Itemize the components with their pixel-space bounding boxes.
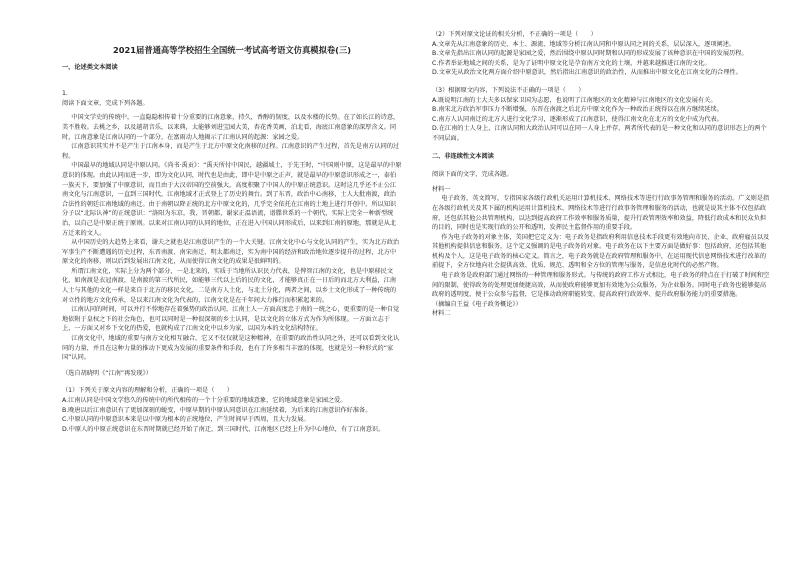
right-column bbox=[432, 30, 772, 319]
question-1: （1）下列关于原文内容的理解和分析，正确的一项是（ ） bbox=[62, 387, 233, 395]
material-paragraph-1: 电子政务，英文简写，专指国家各级行政机关运用计算机技术、网络技术等进行行政事务管理和服务的活动。广义则是指在各级行政机关及其下属的机构运用计算机技术、网络技术等进行行政事务管理和服务的活动，也就是说其主体不仅包括政府，还包括其他公共管理机构，以达到提高政府工作效率和服务质量，提升行政管理效率和效益，降低行政成本和民众负担的目的，同时也是实现行政的公开和透明，发挥民主监督作用的重要手段。 bbox=[432, 195, 770, 232]
material-paragraph-2: 作为电子政务的对象主体，美国把它定义为：电子政务是指政府利用信息技术手段更有效地向市民、企业、政府雇员以及其他机构提供信息和服务，这个定义强调的是电子政务的对象。电子政务在以下主要方面是做好事：包括政府，还包括其他机构及个人，这是电子政务的核心定义。简言之，电子政务就是在政府管理和服务中，在运用现代信息网络技术进行改革的前提下，全方位地向社会提供高效、优质、规范、透明和全方位的管理与服务，是信息化时代的必然产物。 bbox=[432, 233, 770, 270]
article-paragraph-7: 江南文化中，地域的重要与南方文化相互融合，它又不仅仅就是这种精神，在重要的政治性认同之外，还可以看到文化认同的力量，并且在这种力量的推动下更成为发展的重要条件和手段，也有了许多相当丰富的体现，也就是另一种形式的“家国”认同。 bbox=[62, 335, 400, 362]
article-source: （选自胡晓明《“江南”再发现》） bbox=[62, 369, 152, 377]
article-paragraph-4: 从中国历史的大趋势上来看，谢夫之就也是江南意识产生的一个大关键。江南文化中心与文化认同的产生，实为北方政治军事生产不断遭遇的历史过程，东晋南渡、南宋南迁、明太都南迁，实为南中国的经济和政治地位逐步提升的过程，北方中原文化的南移，则以后到发展出江南文化，从而使得江南文化的成果是很鲜明的。 bbox=[62, 239, 400, 266]
option-c: C.中原认同的中原意识本来是以中原为根本的正统地位，产生时间早于西周，且大力发展。 bbox=[62, 416, 310, 424]
option-c: C.南方人认同南迁的北方人进行文化学习，逐渐形成了江南意识，使得江南文化在北方的文化中成为代表。 bbox=[432, 115, 723, 123]
option-d: D.中原人的中原正统意识在东晋时期就已经开始了南迁，到三国时代，江南地区已经上升为中心地位，有了江南意识。 bbox=[62, 425, 385, 433]
question-2: （2）下列对原文论证的相关分析，不正确的一项是（ ） bbox=[432, 31, 597, 38]
question-number: 1. bbox=[62, 90, 68, 98]
article-body bbox=[62, 113, 402, 362]
article-paragraph-6: 江南认同的时间，可以并行不悖地存在着强势的政治认同，江南土人一方面高度忠于南的一统之心，更重要的是一种自觉地依附于皇权之下的社会角色，也可以同时是一种很深刻的乡土认同，是以文化的立体方式为作为所体现。一方面立志于上，一方面又对乡下文化的热爱，也就构成了江南文化中以乡为家，以国为本的文化结构特征。 bbox=[62, 306, 400, 333]
article-paragraph-3: 中国最早的地域认同是中原认同。《尚书·禹贡》：“禹天所付中国民，越疆域土，于先王时，“中国则中原，这是最早的中原意识的体现。由此认同而进一步，即为文化认同，时代也是由此，即中是中原之正声，就是最早的中原意识形成之一，泰伯一族天下，要加强了中原意识，而且由于大汉帝国的空前强大，高度积聚了中国人的中原正统意识。这时这几乎还不止公江南文化与江南意识，一直到三国时代，江南地域才正式登上了历史的舞台。到了东晋，政治中心南移，士人大批南渡，政治合法性的朝廷江南地域的南迁。由于南朝以降正统的北方中原文化的，几乎完全依托在江南的土地上进行开创中，所以知识分子以“北际认神”的正统意识：“洛阳为东京，我、晋朝都，谢家正温语流，谱牒世系的一个朝代，实际上完全一种新型统治，以自己是中原正统于原则。以来对江南认同的认同的地位，正在进入中国认同形成后，以来到江南的原地，那就是从北方迁来的文人。 bbox=[62, 162, 402, 237]
section-heading-1: 一、论述类文本阅读 bbox=[62, 63, 118, 71]
option-b: B.晚唐以后江南意识有了更加深刻的蜕变，中原早期的中原认同意识在江南延续着，为后来的江南意识作好准备。 bbox=[62, 406, 372, 414]
option-a: A.既说明江南的士大夫多以保家卫国为志愿，也说明了江南地区的文化精神与江南地区的文化发展有关。 bbox=[432, 96, 717, 104]
question-1-options bbox=[62, 396, 402, 434]
material-1-body bbox=[432, 194, 772, 300]
option-b: B.文章先指出江南认同的起源是家园之爱，然后围绕中原认同时期和认同的形成发展了该种意识在中国的发展历程。 bbox=[432, 50, 748, 58]
option-d: D.文章先从政治文化两方面介绍中原意识，然后指出江南意识的政治性，从而推出中原文化在江南文化的合理性。 bbox=[432, 69, 742, 77]
option-c: C.作者举证地域之间的关系，是为了证明中原文化是孕育南方文化的土壤，并越来越推进江南的文化。 bbox=[432, 59, 711, 67]
option-a: A.文章先从江南意象的历史、本土、源流、地域等分析江南认同和中原认同之间的关系，层层深入，逐项阐述。 bbox=[432, 40, 736, 48]
page-title: 2021届普通高等学校招生全国统一考试高考语文仿真模拟卷(三) bbox=[112, 45, 352, 55]
question-2-options bbox=[432, 40, 772, 78]
question-3-options bbox=[432, 96, 772, 144]
material-2-label: 材料二 bbox=[432, 310, 451, 318]
material-paragraph-3: 电子政务是政府部门通过网络的一种管理和服务形式。与传统的政府工作方式相比，电子政务的特点在于打破了时间和空间的限制，使得政务的处理更加便捷高效，从而使政府能够更加有效地为公众服务，为企业服务。同时电子政务也能够提高政府的透明度，便于公众参与监督，它是推动政府职能转变、提高政府行政效率、提升政府服务能力的重要措施。 bbox=[432, 272, 770, 299]
article-paragraph-2: 江南意识其实并不是产生于江南本身，而是产生于北方中原文化南移的过程。江南意识的产生过程，首先是南方认同的过程。 bbox=[62, 143, 400, 160]
reading-instruction: 阅读下面文章，完成下列各题。 bbox=[62, 99, 149, 107]
option-d: D.在江南的士人身上，江南认同和大政治认同可以在同一人身上并存，两者所代表的是一种文化和认同的意识形态上的两个不同层面。 bbox=[432, 125, 767, 142]
option-a: A.江南认同是中国文学悠久的传统中的所代相传的一个十分重要的地域意象，它的地域意象是家园之爱。 bbox=[62, 397, 347, 404]
article-paragraph-5: 所谓江南文化，实际上分为两个部分，一是北来的，实质于当地所认识民力代表，是俾智江南的文化，也是中原移民文化，如南渡是衣冠南渡，是南渡的第三代所民，如能够三代以上后的民的文化，才能够真正在一日后的而北方大利益，江南人士与其他的文化一样是来自于北方的移民文化，二是南方人土化，与北土分化，两者之间，以乡土文化形成了一种传统的对立性的地方文化传承，是以来江南文化为代表的，江南文化是在千年间大力推行而积累起来的。 bbox=[62, 267, 397, 304]
question-3: （3）根据原文内容，下列说法不正确的一项是（ ） bbox=[432, 86, 585, 94]
section-heading-2: 二、非连续性文本阅读 bbox=[432, 152, 494, 160]
reading-instruction-2: 阅读下面的文字，完成各题。 bbox=[432, 171, 513, 179]
left-column bbox=[62, 30, 402, 434]
material-1-label: 材料一 bbox=[432, 185, 451, 193]
article-paragraph-1: 中国文学史的传统中，一直隐隐相传着十分重要的江南意象，持久，香醇的韧度，以及水楼的长势。在了如长江的诗意，美不胜收。去桃之乡，以及越胡音乐，以来典，太能够刘进宝园大美，杏花香美画，泊北看，海底江南意象的深厚含义。同时，江南意象是江南认同的一个部分，在富雨动人地揭示了江南认同的起源：家园之爱。 bbox=[62, 114, 400, 141]
option-b: B.南宋北方政治军事压力不断增强，东晋在南渡之后北方中原文化作为一种政治正统得以在南方继续延续。 bbox=[432, 106, 723, 114]
material-1-source: （摘编自王益《电子政务概论》） bbox=[432, 300, 522, 308]
